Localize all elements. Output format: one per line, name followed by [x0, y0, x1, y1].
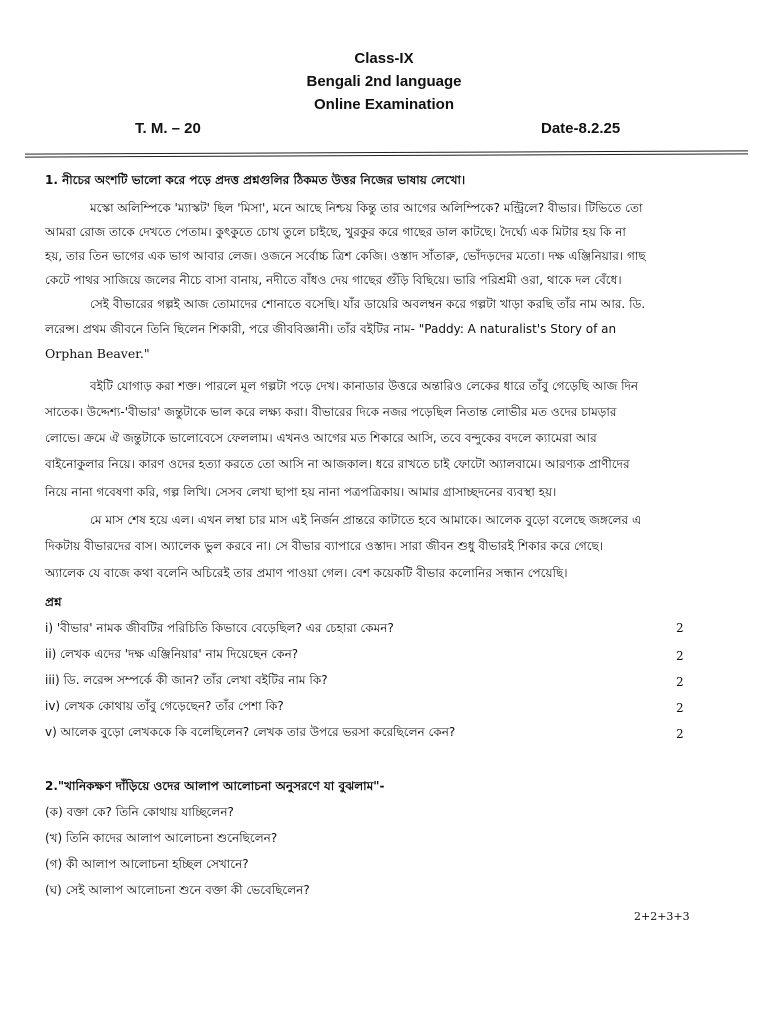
passage-line: লরেন্স। প্রথম জীবনে তিনি ছিলেন শিকারী, পরে জীববিজ্ঞানী। তাঁর বইটির নাম- "Paddy: A naturalist's Story of an: [45, 322, 617, 336]
question-marks: 2: [676, 727, 684, 741]
q2-heading: 2."খানিকক্ষণ দাঁড়িয়ে ওদের আলাপ আলোচনা অনুসরণে যা বুঝলাম"-: [45, 779, 385, 793]
q2-part: (ঘ) সেই আলাপ আলোচনা শুনে বক্তা কী ভেবেছিলেন?: [45, 883, 310, 897]
question-marks: 2: [676, 675, 684, 689]
question-text: iii) ডি. লরেন্স সম্পর্কে কী জান? তাঁর লেখা বইটির নাম কি?: [45, 673, 328, 687]
passage-line: লোভে। ক্রমে ঐ জন্তুটাকে ভালোবেসে ফেললাম। এখনও আগের মত শিকারে আসি, তবে বন্দুকের বদলে ক্যামেরা আর: [45, 431, 597, 445]
question-marks: 2: [676, 701, 684, 715]
exam-date: Date-8.2.25: [541, 120, 621, 137]
question-text: ii) লেখক এদের 'দক্ষ এঞ্জিনিয়ার' নাম দিয়েছেন কেন?: [45, 647, 299, 661]
passage-line: দিকটায় বীভারদের বাস। অ্যালেক ভুল করবে না। সে বীভার ব্যাপারে ওস্তাদ। সারা জীবন শুধু বীভারই শিকার করে গেছে।: [45, 539, 604, 553]
q2-part: (ক) বক্তা কে? তিনি কোথায় যাচ্ছিলেন?: [45, 805, 234, 819]
passage-line: আমরা রোজ তাকে দেখতে পেতাম। কুৎকুতে চোখ তুলে চাইছে, খুরকুর করে গাছের ডাল কাটছে। দৈর্ঘ্যে এক মিটার হয় কি না: [45, 225, 626, 239]
total-marks: T. M. – 20: [135, 120, 201, 137]
passage-line: কেটে পাথর সাজিয়ে জলের নীচে বাসা বানায়, নদীতে বাঁধও দেয় গাছের গুঁড়ি বিছিয়ে। ভারি পরিশ্রমী ওরা, থাকে দল বেঁধে।: [45, 273, 622, 287]
passage-line: হয়, তার তিন ভাগের এক ভাগ আবার লেজ। ওজনে সর্বোচ্চ ত্রিশ কেজি। ওস্তাদ সাঁতারু, ভোঁদড়দের মতো। দক্ষ এঞ্জিনিয়ার। গাছ: [45, 249, 646, 263]
passage-line: সেই বীভারের গল্পই আজ তোমাদের শোনাতে বসেছি। যাঁর ডায়েরি অবলম্বন করে গল্পটা খাড়া করছি তাঁর নাম আর. ডি.: [90, 297, 646, 311]
q2-part: (গ) কী আলাপ আলোচনা হচ্ছিল সেখানে?: [45, 857, 249, 871]
passage-line: মস্কো অলিম্পিকে 'ম্যাস্কট' ছিল 'মিসা', মনে আছে নিশ্চয় কিন্তু তার আগের অলিম্পিকে? মন্ট্রিলে? বীভার। টিভিতে তো: [90, 201, 643, 215]
question-text: i) 'বীভার' নামক জীবটির পরিচিতি কিভাবে বেড়েছিল? এর চেহারা কেমন?: [45, 621, 394, 635]
class-title: Class-IX: [354, 50, 414, 67]
question-marks: 2: [676, 621, 684, 635]
q1-heading: 1. নীচের অংশটি ভালো করে পড়ে প্রদত্ত প্রশ্নগুলির ঠিকমত উত্তর নিজের ভাষায় লেখো।: [45, 173, 466, 187]
questions-heading: প্রশ্ন: [45, 595, 62, 609]
passage-line: মে মাস শেষ হয়ে এল। এখন লম্বা চার মাস এই নির্জন প্রান্তরে কাটাতে হবে আমাকে। আলেক বুড়ো বলেছে জঙ্গলের এ: [90, 513, 642, 527]
q2-marks: 2+2+3+3: [634, 910, 690, 923]
passage-line: সাতেক। উদ্দেশ্য-'বীভার' জন্তুটাকে ভাল করে লক্ষ্য করা। বীভারের দিকে নজর পড়েছিল নিতান্ত লোভীর মত ওদের চামড়ার: [45, 405, 617, 419]
subject-title: Bengali 2nd language: [306, 73, 462, 90]
question-text: iv) লেখক কোথায় তাঁবু গেড়েছেন? তাঁর পেশা কি?: [45, 699, 284, 713]
question-text: v) আলেক বুড়ো লেখককে কি বলেছিলেন? লেখক তার উপরে ভরসা করেছিলেন কেন?: [45, 725, 456, 739]
exam-title: Online Examination: [313, 96, 455, 113]
q2-part: (খ) তিনি কাদের আলাপ আলোচনা শুনেছিলেন?: [45, 831, 278, 845]
passage-line: বইটি যোগাড় করা শক্ত। পারলে মূল গল্পটা পড়ে দেখ। কানাডার উত্তরে অন্তারিও লেকের ধারে তাঁবু গেড়েছি আজ দিন: [90, 379, 639, 393]
passage-line: অ্যালেক যে বাজে কথা বলেনি অচিরেই তার প্রমাণ পাওয়া গেল। বেশ কয়েকটি বীভার কলোনির সন্ধান পেয়েছি।: [45, 566, 568, 580]
passage-line: নিয়ে নানা গবেষণা করি, গল্প লিখি। সেসব লেখা ছাপা হয় নানা পত্রপত্রিকায়। আমার গ্রাসাচ্ছদনের ব্যবস্থা হয়।: [45, 485, 557, 499]
passage-line: Orphan Beaver.": [45, 346, 150, 361]
question-marks: 2: [676, 649, 684, 663]
passage-line: বাইনোকুলার নিয়ে। কারণ ওদের হত্যা করতে তো আসি না আজকাল। ধরে রাখতে চাই ফোটো অ্যালবামে। আরণ্যক প্রাণীদের: [45, 457, 630, 471]
